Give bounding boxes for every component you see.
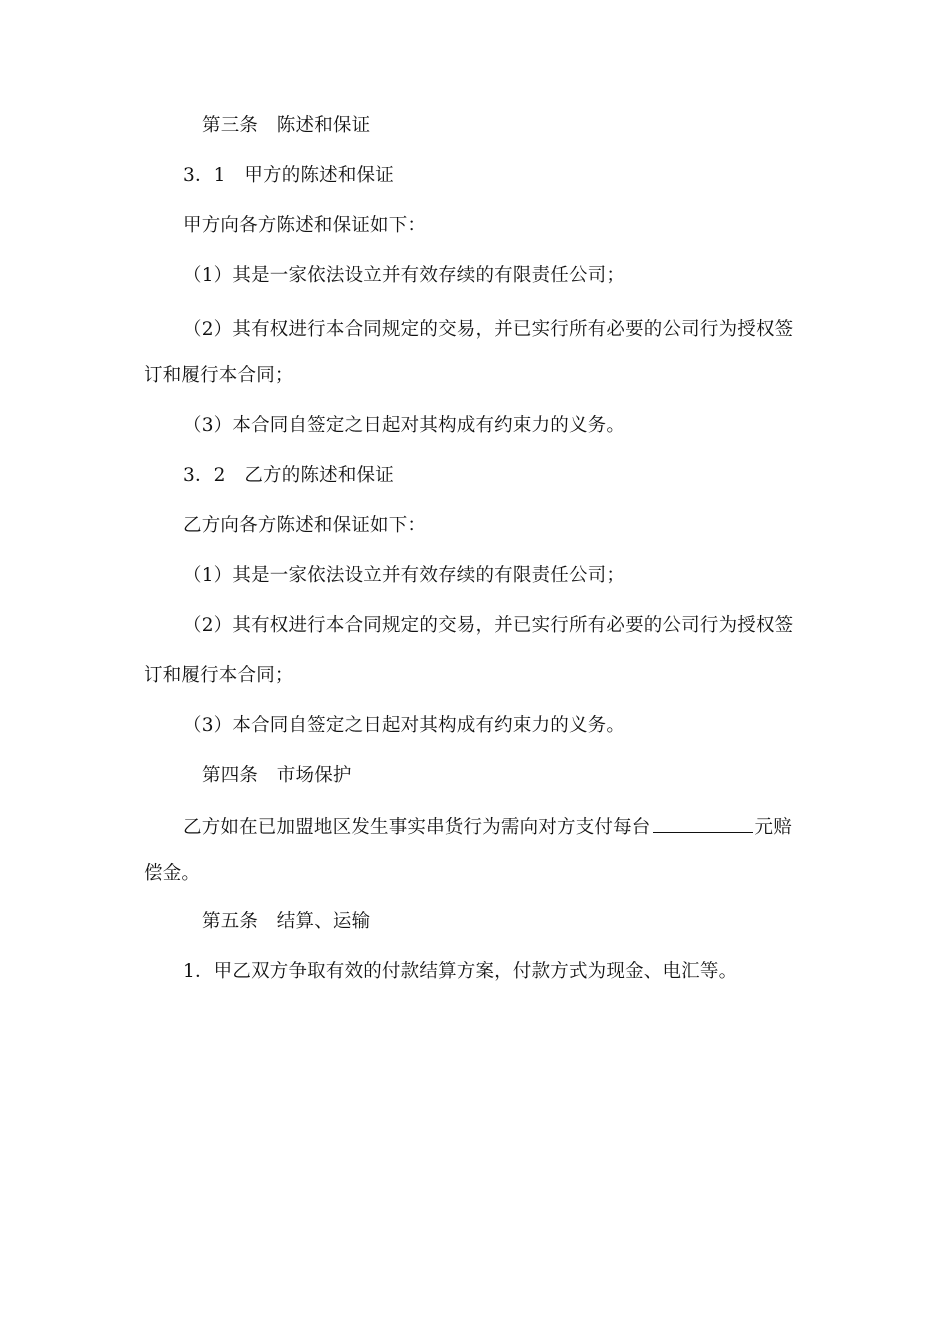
section-3-2-item-3: （3）本合同自签定之日起对其构成有约束力的义务。 [183, 715, 626, 736]
section-3-1-heading: 3．1 甲方的陈述和保证 [183, 165, 394, 186]
section-3-1-item-3: （3）本合同自签定之日起对其构成有约束力的义务。 [183, 415, 626, 436]
fill-in-blank [653, 814, 753, 833]
section-3-2-heading: 3．2 乙方的陈述和保证 [183, 465, 394, 486]
article-5-item-1: 1．甲乙双方争取有效的付款结算方案，付款方式为现金、电汇等。 [183, 961, 738, 982]
article-5-heading: 第五条 结算、运输 [202, 911, 371, 932]
section-3-2-item-2-line-1: （2）其有权进行本合同规定的交易，并已实行所有必要的公司行为授权签 [183, 615, 794, 636]
section-3-2-item-2-line-2: 订和履行本合同； [144, 665, 294, 686]
article-4-paragraph-line-1 [183, 814, 792, 840]
article-4-text-after-blank: 元赔 [754, 817, 792, 838]
section-3-2-item-1: （1）其是一家依法设立并有效存续的有限责任公司； [183, 565, 626, 586]
section-3-1-item-2-line-2: 订和履行本合同； [144, 365, 294, 386]
section-3-2-intro: 乙方向各方陈述和保证如下： [183, 515, 427, 536]
article-4-text-before-blank: 乙方如在已加盟地区发生事实串货行为需向对方支付每台 [183, 817, 651, 838]
section-3-1-item-2-line-1: （2）其有权进行本合同规定的交易，并已实行所有必要的公司行为授权签 [183, 319, 794, 340]
section-3-1-item-1: （1）其是一家依法设立并有效存续的有限责任公司； [183, 265, 626, 286]
article-4-heading: 第四条 市场保护 [202, 765, 352, 786]
article-3-heading: 第三条 陈述和保证 [202, 115, 371, 136]
section-3-1-intro: 甲方向各方陈述和保证如下： [183, 215, 427, 236]
article-4-paragraph-line-2: 偿金。 [144, 863, 201, 884]
